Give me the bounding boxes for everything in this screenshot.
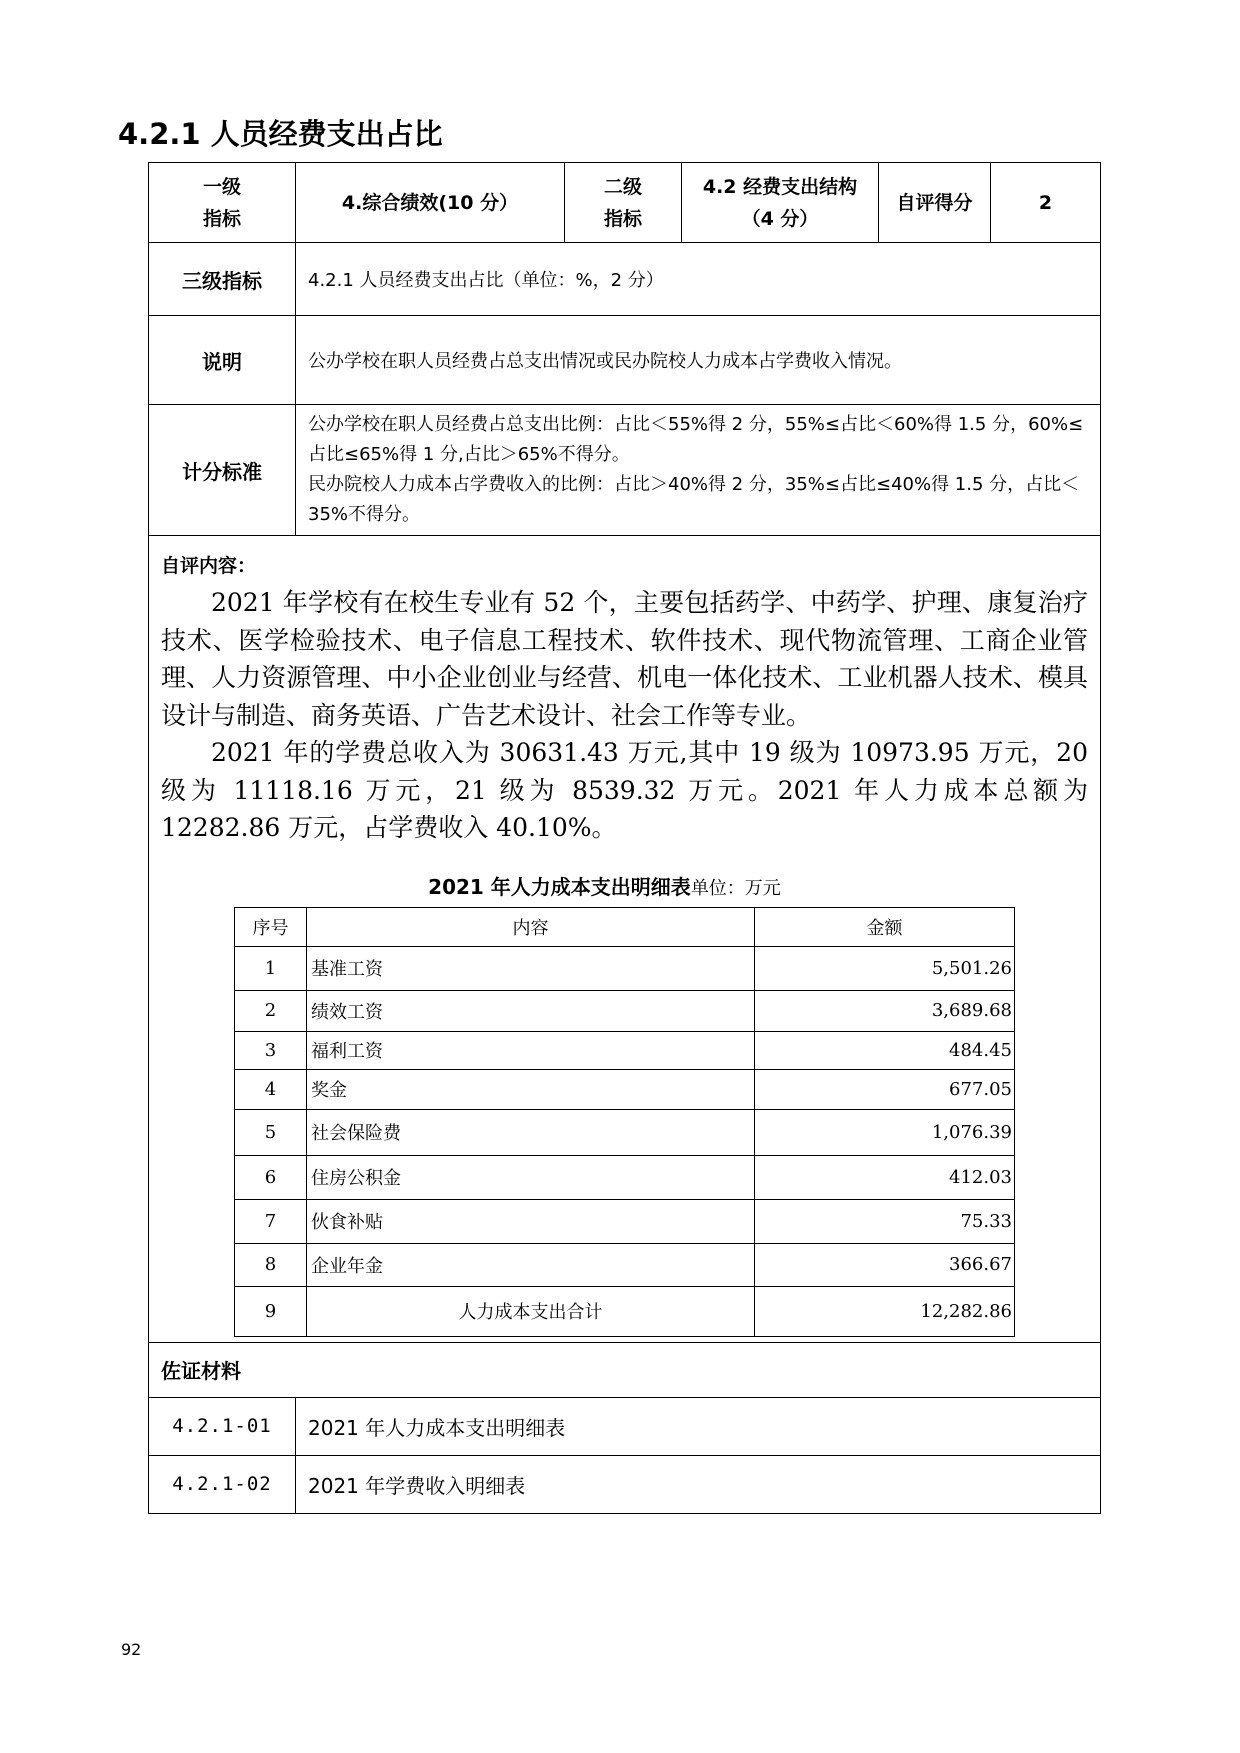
level3-row: [149, 243, 1101, 316]
row-content: 奖金: [307, 1069, 755, 1109]
evidence-row: [149, 1455, 1101, 1513]
row-no: 4: [235, 1069, 307, 1109]
level1-value: 4.综合绩效(10 分）: [296, 163, 565, 243]
row-amount: 677.05: [755, 1069, 1015, 1109]
self-eval-label: 自评内容：: [161, 555, 257, 577]
criteria-label: 计分标准: [149, 405, 296, 536]
table-row: [235, 1243, 1015, 1286]
row-content: 伙食补贴: [307, 1199, 755, 1243]
header-row: [149, 163, 1101, 243]
row-no: 5: [235, 1109, 307, 1155]
row-amount: 75.33: [755, 1199, 1015, 1243]
section-title: 4.2.1 人员经费支出占比: [118, 117, 443, 151]
evidence-name[interactable]: 2021 年学费收入明细表: [296, 1455, 1101, 1513]
self-score-value: 2: [991, 163, 1101, 243]
row-no: 3: [235, 1031, 307, 1069]
level1-label: 一级 指标: [149, 163, 296, 243]
table-row: [235, 1155, 1015, 1199]
row-content: 绩效工资: [307, 990, 755, 1031]
row-content: 福利工资: [307, 1031, 755, 1069]
row-amount: 3,689.68: [755, 990, 1015, 1031]
row-no: 6: [235, 1155, 307, 1199]
evidence-label-row: [149, 1342, 1101, 1397]
detail-table-title: 2021 年人力成本支出明细表: [428, 874, 691, 899]
detail-table-unit: 单位：万元: [690, 877, 781, 899]
indicator-table: [148, 162, 1101, 1514]
row-no: 8: [235, 1243, 307, 1286]
table-row: [235, 990, 1015, 1031]
total-row: [235, 1286, 1015, 1336]
row-no: 1: [235, 946, 307, 990]
cost-detail-table: [234, 907, 1015, 1337]
detail-header-row: [235, 907, 1015, 946]
row-content: 人力成本支出合计: [307, 1286, 755, 1336]
row-no: 9: [235, 1286, 307, 1336]
self-eval-paragraph-2: 2021 年的学费总收入为 30631.43 万元,其中 19 级为 10973.95 万元，20 级为 11118.16 万元，21 级为 8539.32 万元。2021 年人力成本总额为 12282.86 万元，占学费收入 40.10%。: [161, 738, 1088, 842]
level2-label: 二级 指标: [565, 163, 682, 243]
row-content: 社会保险费: [307, 1109, 755, 1155]
table-row: [235, 1199, 1015, 1243]
evidence-code: 4.2.1-02: [149, 1455, 296, 1513]
description-value: 公办学校在职人员经费占总支出情况或民办院校人力成本占学费收入情况。: [296, 316, 1101, 405]
level3-value: 4.2.1 人员经费支出占比（单位：%，2 分）: [296, 243, 1101, 316]
row-amount: 5,501.26: [755, 946, 1015, 990]
detail-header-content: 内容: [307, 907, 755, 946]
row-content: 企业年金: [307, 1243, 755, 1286]
row-amount: 412.03: [755, 1155, 1015, 1199]
row-no: 7: [235, 1199, 307, 1243]
table-row: [235, 946, 1015, 990]
level2-value: 4.2 经费支出结构 （4 分）: [682, 163, 879, 243]
description-row: [149, 316, 1101, 405]
detail-header-no: 序号: [235, 907, 307, 946]
evidence-code: 4.2.1-01: [149, 1397, 296, 1455]
self-eval-paragraph-1: 2021 年学校有在校生专业有 52 个，主要包括药学、中药学、护理、康复治疗技术、医学检验技术、电子信息工程技术、软件技术、现代物流管理、工商企业管理、人力资源管理、中小企业创业与经营、机电一体化技术、工业机器人技术、模具设计与制造、商务英语、广告艺术设计、社会工作等专业。: [161, 588, 1088, 730]
table-row: [235, 1109, 1015, 1155]
detail-header-amount: 金额: [755, 907, 1015, 946]
self-eval-row: [149, 536, 1101, 1343]
criteria-line-private: 民办院校人力成本占学费收入的比例：占比＞40%得 2 分，35%≤占比≤40%得 1.5 分，占比＜35%不得分。: [308, 474, 1080, 525]
level3-label: 三级指标: [149, 243, 296, 316]
evidence-label: 佐证材料: [149, 1342, 1101, 1397]
row-amount: 1,076.39: [755, 1109, 1015, 1155]
detail-table-caption: [149, 873, 1100, 903]
row-no: 2: [235, 990, 307, 1031]
criteria-value: [296, 405, 1101, 536]
row-content: 基准工资: [307, 946, 755, 990]
row-amount: 484.45: [755, 1031, 1015, 1069]
row-amount: 12,282.86: [755, 1286, 1015, 1336]
criteria-row: [149, 405, 1101, 536]
evidence-row: [149, 1397, 1101, 1455]
description-label: 说明: [149, 316, 296, 405]
criteria-line-public: 公办学校在职人员经费占总支出比例：占比＜55%得 2 分，55%≤占比＜60%得 1.5 分，60%≤占比≤65%得 1 分,占比＞65%不得分。: [308, 414, 1084, 465]
row-content: 住房公积金: [307, 1155, 755, 1199]
self-score-label: 自评得分: [879, 163, 991, 243]
self-eval-cell: [149, 536, 1101, 1343]
row-amount: 366.67: [755, 1243, 1015, 1286]
page-number: 92: [121, 1640, 142, 1659]
table-row: [235, 1031, 1015, 1069]
evidence-name[interactable]: 2021 年人力成本支出明细表: [296, 1397, 1101, 1455]
table-row: [235, 1069, 1015, 1109]
